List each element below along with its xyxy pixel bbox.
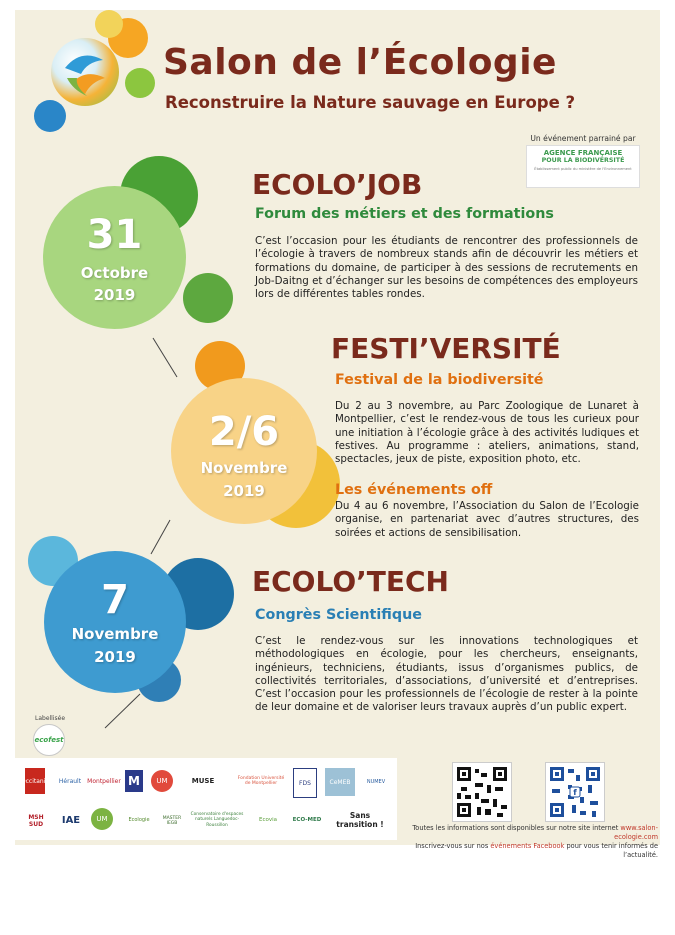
job-description: C’est l’occasion pour les étudiants de rencontrer des professionnels de l’écologie à travers de nombreux stands afin de découvrir les métiers et formations du domaine, de participer à des sessions de recrutements en Job-Daitng et d’échanger sur les besoins de compétences des employeurs lors de différentes tables rondes. bbox=[255, 235, 638, 301]
job-date-day: 31 bbox=[86, 212, 143, 258]
footer-line2-text: Inscrivez-vous sur nos bbox=[415, 842, 491, 850]
job-date-year: 2019 bbox=[93, 286, 136, 304]
festi-date-day: 2/6 bbox=[208, 409, 280, 455]
festi-subtitle: Festival de la biodiversité bbox=[335, 372, 544, 388]
sponsor-agency-line3: Établissement public du ministère de l'Environnement bbox=[534, 167, 632, 171]
festi-title: FESTI’VERSITÉ bbox=[331, 332, 561, 365]
qr-code-icon bbox=[546, 763, 604, 821]
partner-logo-fds: FDS bbox=[293, 768, 317, 798]
tech-date-month: Novembre bbox=[71, 625, 159, 643]
festi-description: Du 2 au 3 novembre, au Parc Zoologique de Lunaret à Montpellier, c’est le rendez-vous de tous les curieux pour une initiation à l’écologie grâce à des activités ludiques et festives. Au programme : ateliers, animations, stand, spectacles, jeux de piste, exposition photo, etc. bbox=[335, 400, 639, 466]
ecofest-badge bbox=[33, 724, 65, 756]
tech-title: ECOLO’TECH bbox=[252, 565, 449, 598]
qr-code-website[interactable] bbox=[452, 762, 512, 822]
festi-date-month: Novembre bbox=[200, 459, 288, 477]
page-title: Salon de l’Écologie bbox=[163, 42, 557, 83]
qr-code-facebook[interactable] bbox=[545, 762, 605, 822]
ecofest-label bbox=[33, 715, 67, 756]
partner-logo-ecologie: Ecologie bbox=[128, 817, 150, 823]
job-date-month: Octobre bbox=[80, 264, 149, 282]
svg-text:f: f bbox=[573, 788, 577, 797]
poster bbox=[15, 10, 660, 859]
partner-logo-mshsud: MSH SUD bbox=[28, 814, 44, 828]
footer-line1-text: Toutes les informations sont disponibles sur notre site internet bbox=[412, 824, 621, 832]
partner-logo-fondation: Fondation Université de Montpellier bbox=[237, 776, 285, 786]
partner-logo-occitanie: Occitanie bbox=[25, 768, 45, 794]
footer-info bbox=[398, 824, 658, 860]
ecofest-label-line1: Labellisée bbox=[34, 715, 66, 722]
partner-logo-m: M bbox=[125, 770, 143, 792]
sponsor-intro: Un événement parrainé par bbox=[530, 134, 636, 143]
festi-date-year: 2019 bbox=[223, 482, 265, 500]
partner-logo-cen: Conservatoire d'espaces naturels Languedoc-Roussillon bbox=[190, 811, 244, 828]
footer-line2 bbox=[398, 842, 658, 860]
page-subtitle: Reconstruire la Nature sauvage en Europe ? bbox=[165, 93, 576, 112]
partner-logo-muse: MUSE bbox=[191, 777, 215, 785]
partner-logo-cemeb: CeMEB bbox=[325, 768, 355, 796]
partner-logo-numev: NUMEV bbox=[366, 779, 386, 785]
website-link[interactable]: www.salon-ecologie.com bbox=[614, 824, 658, 841]
partner-logo-montpellier: Montpellier bbox=[87, 777, 121, 785]
partner-logo-um-green: UM bbox=[91, 808, 113, 830]
sponsor-agency-line1: AGENCE FRANÇAISE bbox=[543, 149, 623, 157]
tech-date-day: 7 bbox=[101, 577, 129, 623]
tech-subtitle: Congrès Scientifique bbox=[255, 607, 422, 623]
partner-logo-herault: Hérault bbox=[58, 777, 82, 785]
festi-off-description: Du 4 au 6 novembre, l’Association du Salon de l’Ecologie organise, en partenariat avec d’autres structures, des soirées et actions de sensibilisation. bbox=[335, 500, 639, 539]
partner-logo-iae: IAE bbox=[61, 814, 81, 826]
partner-logo-sans-transition: Sans transition ! bbox=[336, 811, 384, 829]
qr-code-icon bbox=[453, 763, 511, 821]
job-title: ECOLO’JOB bbox=[252, 168, 423, 201]
partner-logo-ecovia: Ecovia bbox=[258, 817, 278, 823]
facebook-events-link[interactable]: événements Facebook bbox=[490, 842, 565, 850]
festi-off-title: Les événements off bbox=[335, 482, 493, 498]
footer-line1 bbox=[398, 824, 658, 842]
tech-date-year: 2019 bbox=[94, 648, 136, 666]
tech-description: C’est le rendez-vous sur les innovations technologiques et méthodologiques en écologie, pour les chercheurs, enseignants, ingénieurs, techniciens, étudiants, issus d’organismes publics, de collectivités territoriales, d’associations, d’université et d’entreprises. C’est l’occasion pour les professionnels de l’écologie de rester à la pointe de leur domaine et de valoriser leurs travaux auprès d’un public expert. bbox=[255, 635, 638, 714]
partner-logo-ecomed: ECO-MED bbox=[292, 817, 322, 823]
job-subtitle: Forum des métiers et des formations bbox=[255, 206, 554, 222]
ecofest-badge-text: ecofest bbox=[34, 736, 64, 744]
partner-logo-um: UM bbox=[151, 770, 173, 792]
footer-line2-end: pour vous tenir informés de l’actualité. bbox=[564, 842, 658, 859]
partners-strip bbox=[15, 758, 397, 840]
partner-logo-master: MASTER IEGB bbox=[162, 816, 182, 826]
sponsor-agency-line2: POUR LA BIODIVERSITÉ bbox=[541, 157, 625, 164]
